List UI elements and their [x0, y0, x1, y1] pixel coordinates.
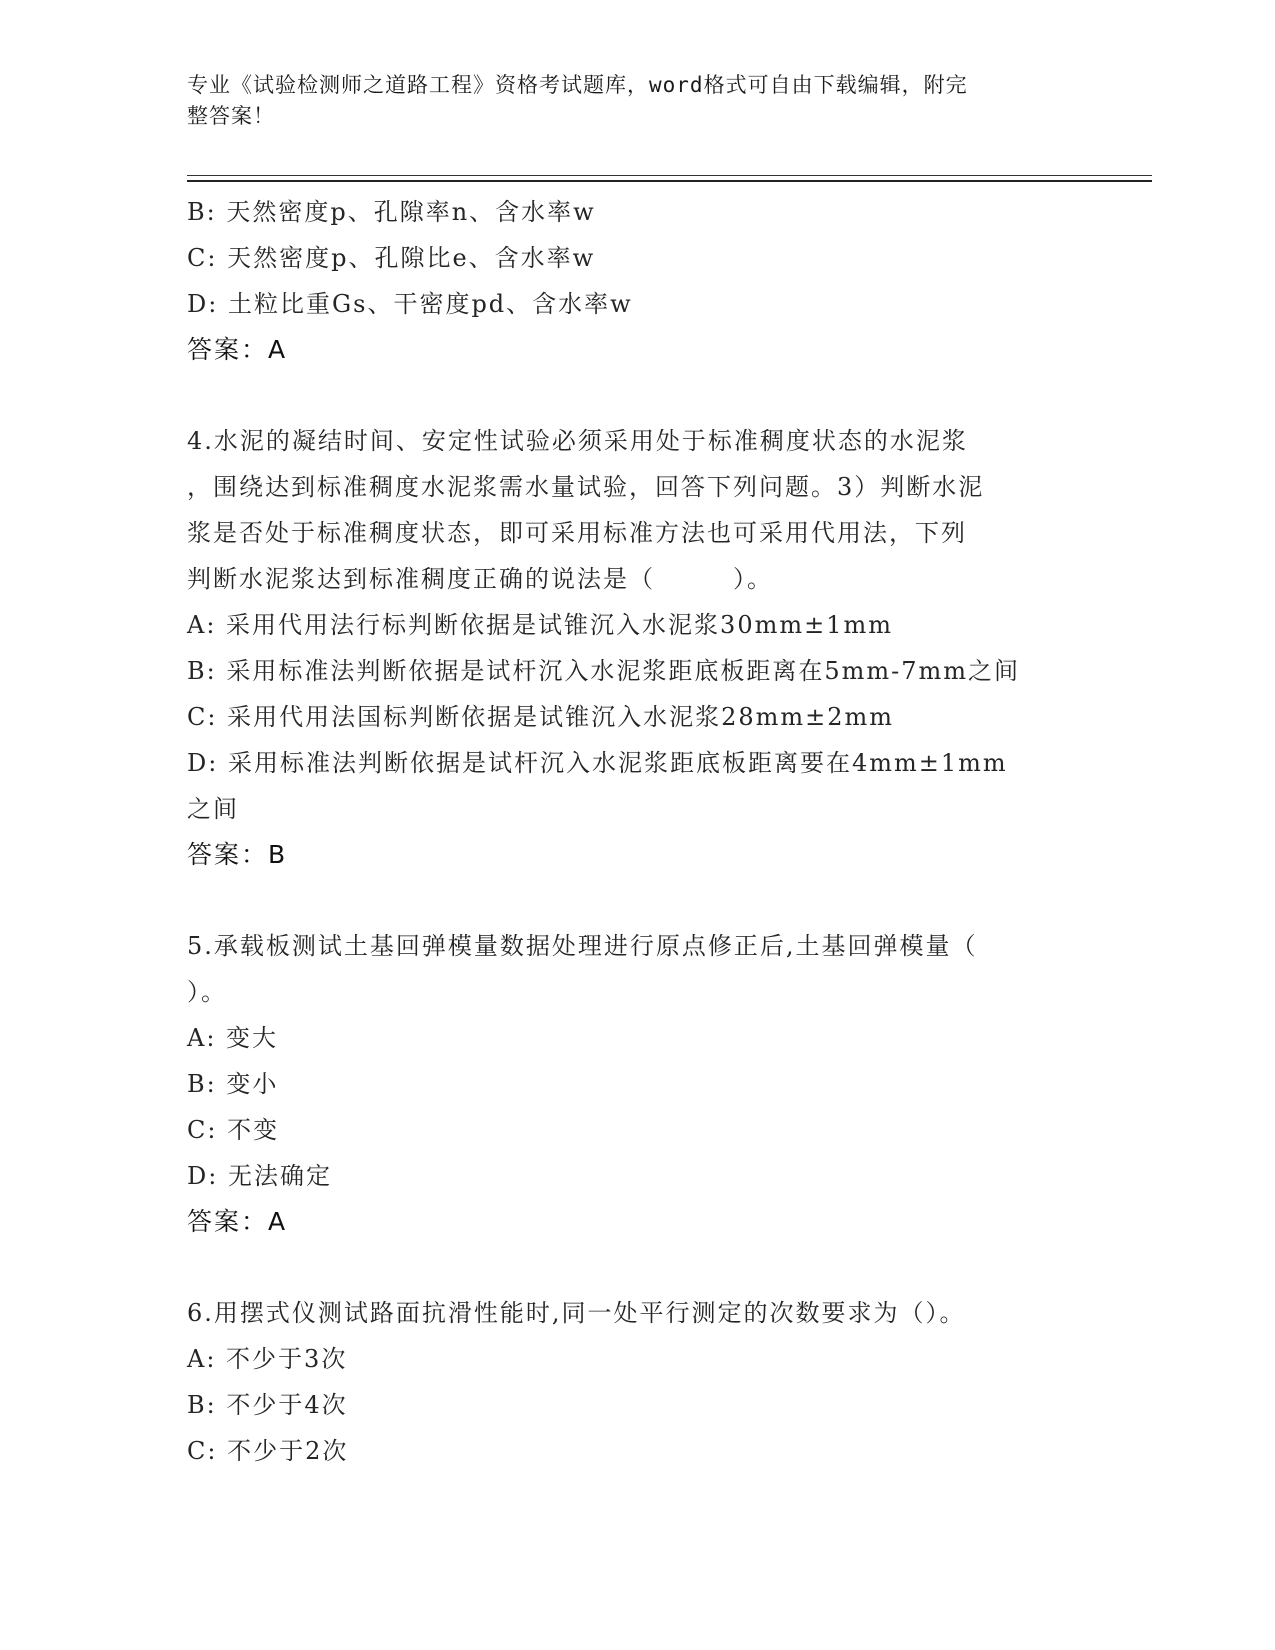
question-stem-line: 5.承载板测试土基回弹模量数据处理进行原点修正后,土基回弹模量（ — [187, 932, 978, 960]
option-d: D: 土粒比重Gs、干密度pd、含水率w — [187, 290, 633, 318]
option-c: C: 天然密度p、孔隙比e、含水率w — [187, 244, 596, 272]
option-a: A: 采用代用法行标判断依据是试锥沉入水泥浆30mm±1mm — [187, 611, 893, 639]
header-line-2: 整答案！ — [187, 104, 275, 128]
spacer — [187, 373, 1087, 418]
question-6 — [187, 1290, 1087, 1474]
spacer — [187, 1245, 1087, 1290]
option-c: C: 不少于2次 — [187, 1437, 349, 1465]
option-d: D: 采用标准法判断依据是试杆沉入水泥浆距底板距离要在4mm±1mm — [187, 749, 1008, 777]
option-c: C: 采用代用法国标判断依据是试锥沉入水泥浆28mm±2mm — [187, 703, 895, 731]
question-stem-line: 4.水泥的凝结时间、安定性试验必须采用处于标准稠度状态的水泥浆 — [187, 427, 968, 455]
option-c: C: 不变 — [187, 1116, 280, 1144]
option-a: A: 不少于3次 — [187, 1345, 348, 1373]
question-5 — [187, 923, 1087, 1245]
answer: 答案：B — [187, 840, 288, 869]
option-b: B: 不少于4次 — [187, 1391, 348, 1419]
question-4 — [187, 418, 1087, 878]
question-stem-line: ，围绕达到标准稠度水泥浆需水量试验，回答下列问题。3）判断水泥 — [187, 473, 985, 501]
option-d: D: 无法确定 — [187, 1162, 332, 1190]
document-header — [187, 70, 1087, 132]
option-d-continued: 之间 — [187, 795, 239, 823]
spacer — [187, 878, 1087, 923]
question-stem-line: ）。 — [187, 978, 227, 1006]
header-divider-thin — [187, 175, 1152, 176]
option-b: B: 采用标准法判断依据是试杆沉入水泥浆距底板距离在5mm-7mm之间 — [187, 657, 1021, 685]
header-line-1: 专业《试验检测师之道路工程》资格考试题库，word格式可自由下载编辑，附完 — [187, 73, 968, 97]
question-stem-line: 6.用摆式仪测试路面抗滑性能时,同一处平行测定的次数要求为（）。 — [187, 1299, 966, 1327]
question-stem-line: 浆是否处于标准稠度状态，即可采用标准方法也可采用代用法，下列 — [187, 519, 967, 547]
header-divider-thick — [187, 180, 1152, 182]
option-b: B: 天然密度p、孔隙率n、含水率w — [187, 198, 596, 226]
option-b: B: 变小 — [187, 1070, 279, 1098]
option-a: A: 变大 — [187, 1024, 279, 1052]
answer: 答案：A — [187, 335, 288, 364]
question-list — [187, 189, 1087, 1474]
answer: 答案：A — [187, 1207, 288, 1236]
question-3 — [187, 189, 1087, 373]
question-stem-line: 判断水泥浆达到标准稠度正确的说法是（ ）。 — [187, 565, 773, 593]
